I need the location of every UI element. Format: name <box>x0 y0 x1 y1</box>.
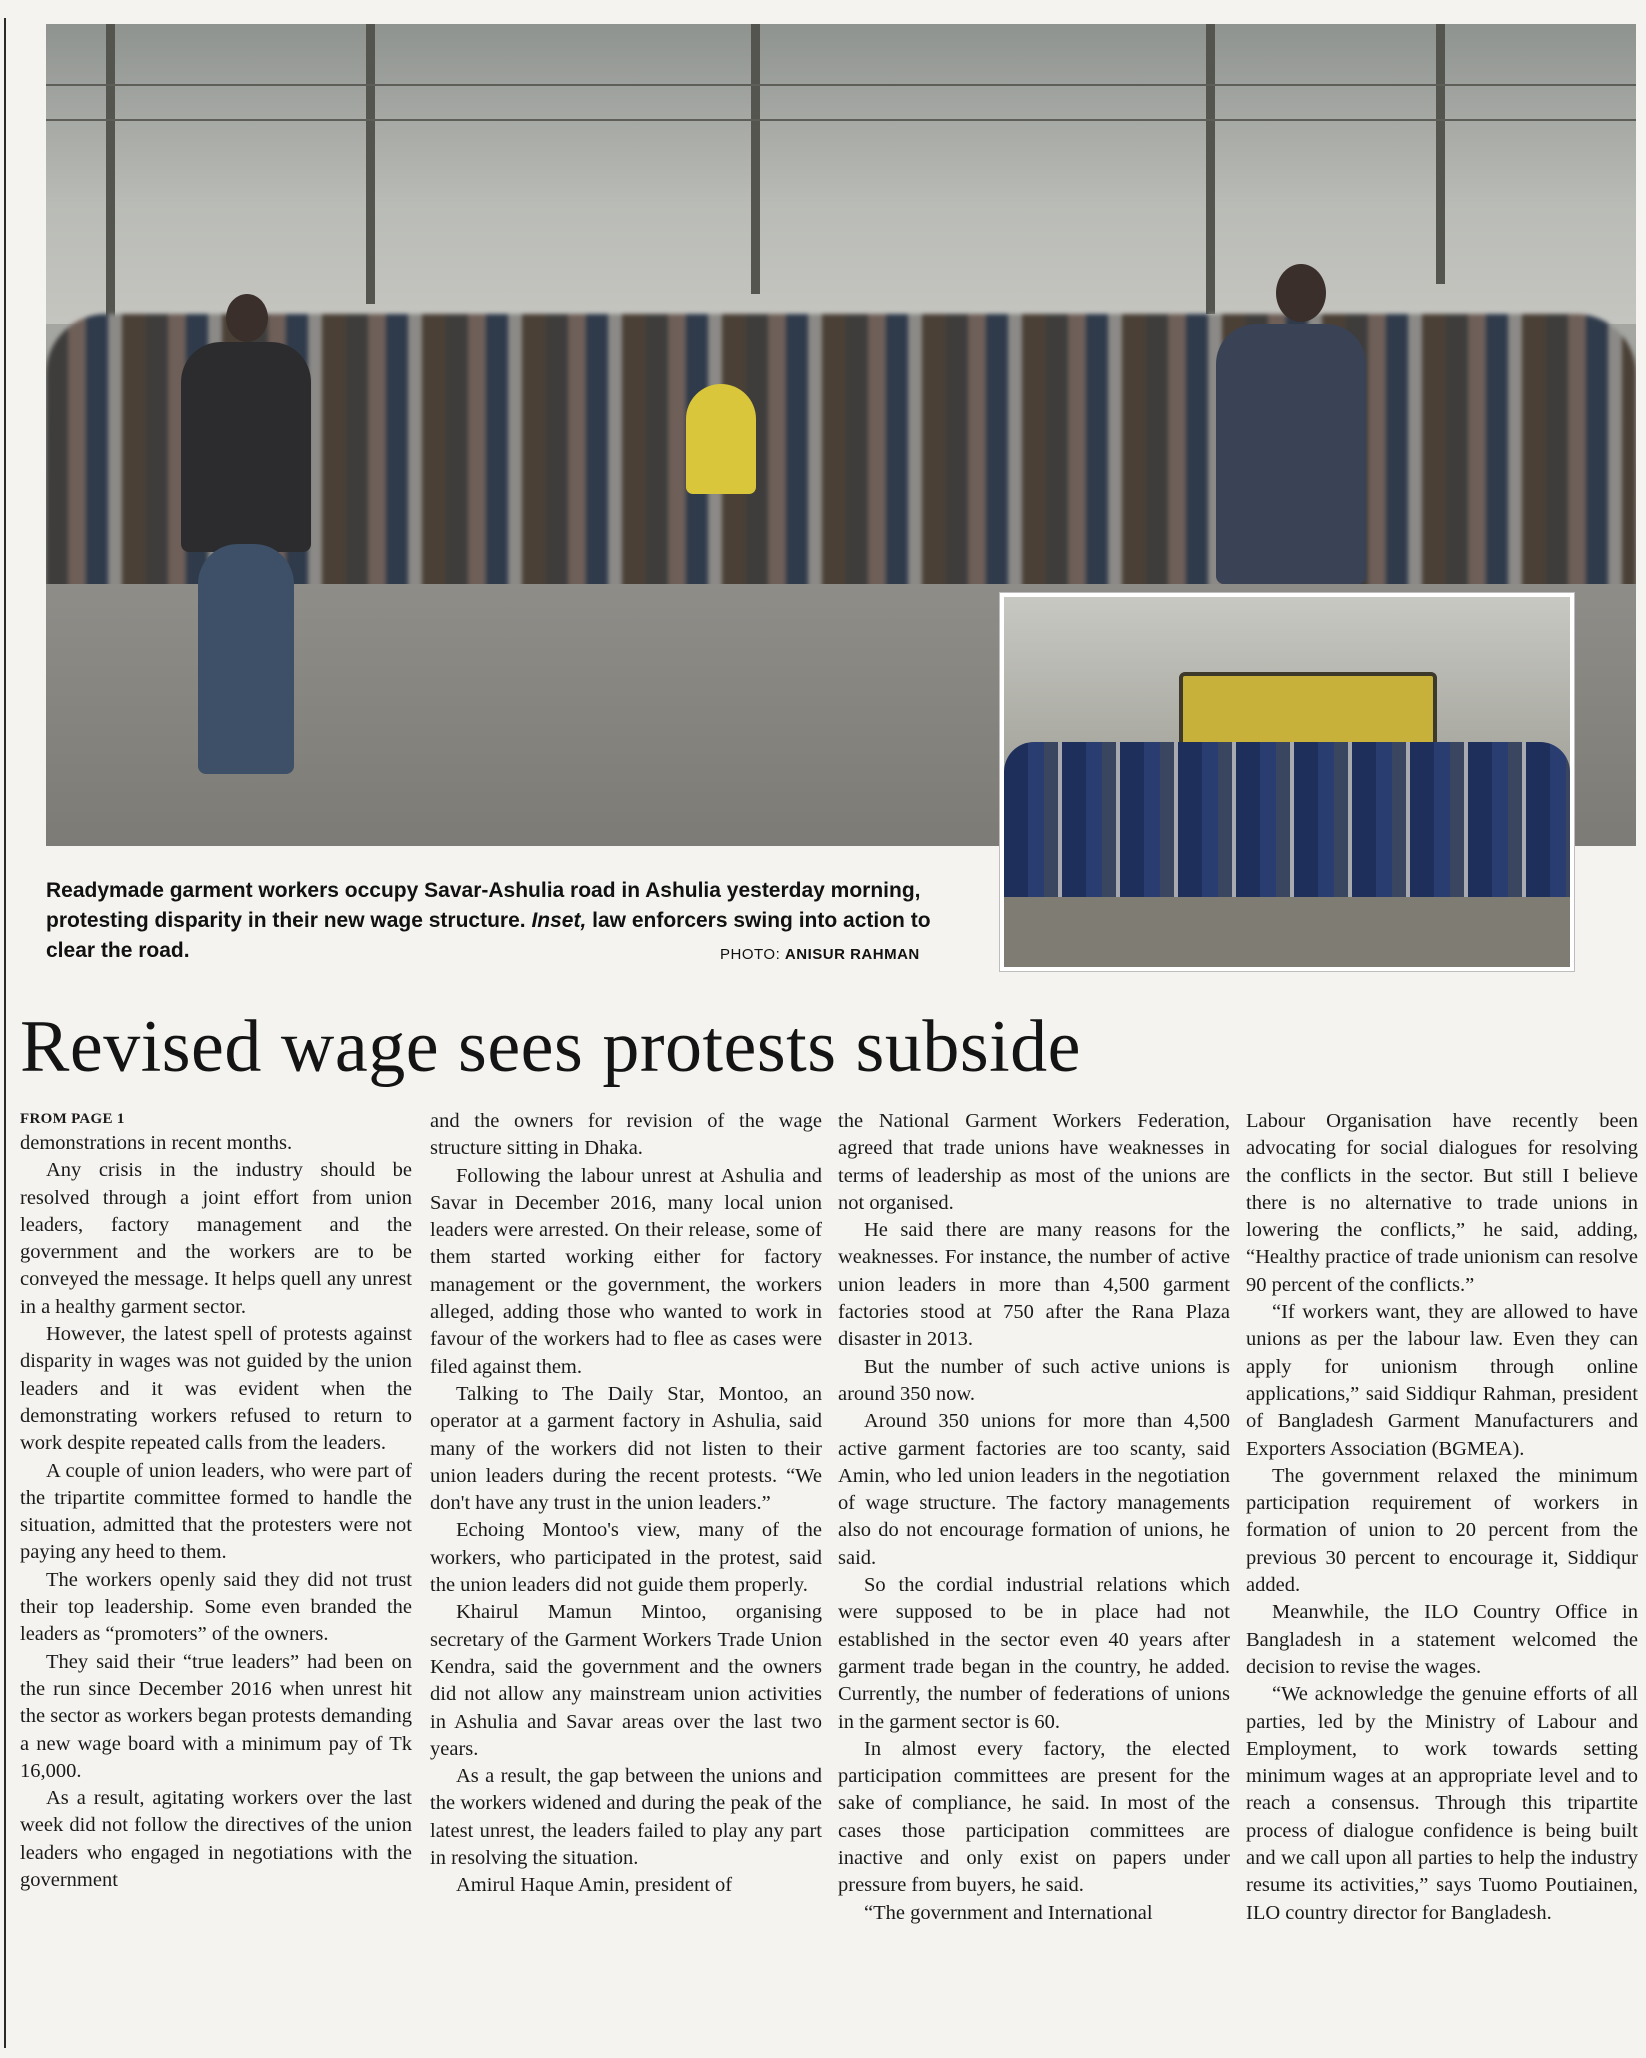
utility-pole <box>106 24 115 324</box>
from-page-label: FROM PAGE 1 <box>20 1111 125 1127</box>
caption-inset-word: Inset, <box>531 909 587 932</box>
paragraph: The workers openly said they did not trust their top leadership. Some even branded the leaders as “promoters” of the owners. <box>20 1568 412 1646</box>
paragraph: Meanwhile, the ILO Country Office in Bangladesh in a statement welcomed the decision to revise the wages. <box>1246 1601 1638 1678</box>
credit-label: PHOTO: <box>720 946 781 963</box>
paragraph: The government relaxed the minimum participation requirement of workers in formation of union to 20 percent from the previous 30 percent to encourage it, Siddiqur added. <box>1246 1464 1638 1597</box>
person <box>226 294 268 342</box>
paragraph: Echoing Montoo's view, many of the workers, who participated in the protest, said the union leaders did not guide them properly. <box>430 1519 822 1597</box>
photo-sky <box>46 24 1636 324</box>
paragraph: “If workers want, they are allowed to have unions as per the labour law. Even they can apply for unionism through online applications,” said Siddiqur Rahman, president of Bangladesh Garment Manufacturers and Exporters Association (BGMEA). <box>1246 1301 1638 1460</box>
paragraph: As a result, the gap between the unions and the workers widened and during the peak of the latest unrest, the leaders failed to play any part in resolving the situation. <box>430 1765 822 1870</box>
person <box>198 544 294 774</box>
utility-pole <box>366 24 375 304</box>
paragraph: He said there are many reasons for the weaknesses. For instance, the number of active union leaders in more than 4,500 garment factories stood at 750 after the Rana Plaza disaster in 2013. <box>838 1219 1230 1351</box>
person <box>1216 324 1366 584</box>
headline: Revised wage sees protests subside <box>20 1006 1082 1088</box>
paragraph: As a result, agitating workers over the last week did not follow the directives of the union leaders who engaged in negotiations with the government <box>20 1787 412 1892</box>
paragraph: A couple of union leaders, who were part of the tripartite committee formed to handle the situation, admitted that the protesters were not paying any heed to them. <box>20 1459 412 1564</box>
paragraph: Amirul Haque Amin, president of <box>456 1874 733 1897</box>
person <box>181 342 311 552</box>
person <box>1276 264 1326 322</box>
paragraph: and the owners for revision of the wage structure sitting in Dhaka. <box>430 1110 822 1160</box>
inset-photo <box>1000 593 1574 971</box>
police-line <box>1004 742 1570 912</box>
paragraph: Talking to The Daily Star, Montoo, an operator at a garment factory in Ashulia, said many of the workers did not listen to their union leaders during the recent protests. “We don't have any trust in the union leaders.” <box>430 1382 822 1515</box>
paragraph: But the number of such active unions is around 350 now. <box>838 1355 1230 1405</box>
paragraph: So the cordial industrial relations which were supposed to be in place had not established in the sector even 40 years after garment trade began in the country, he added. Currently, the number of federations of unions in the garment sector is 60. <box>838 1574 1230 1733</box>
paragraph: the National Garment Workers Federation, agreed that trade unions have weaknesses in terms of leadership as most of the unions are not organised. <box>838 1110 1230 1214</box>
power-wire <box>46 84 1636 86</box>
photo-credit <box>720 946 920 963</box>
paragraph: In almost every factory, the elected participation committees are present for the sake of compliance, he said. In most of the cases those participation committees are inactive and only exist on papers under pressure from buyers, he said. <box>838 1737 1230 1897</box>
paragraph: However, the latest spell of protests against disparity in wages was not guided by the union leaders and it was evident when the demonstrating workers refused to return to work despite repeated calls from the leaders. <box>20 1323 412 1455</box>
column-rule <box>4 18 6 2048</box>
paragraph: “We acknowledge the genuine efforts of all parties, led by the Ministry of Labour and Employment, to work towards setting minimum wages at an appropriate level and to reach a consensus. Through this tripartite process of dialogue confidence is being built and we call upon all parties to help the industry resume its activities,” says Tuomo Poutiainen, ILO country director for Bangladesh. <box>1246 1683 1638 1924</box>
paragraph: Khairul Mamun Mintoo, organising secretary of the Garment Workers Trade Union Kendra, said the government and the owners did not allow any mainstream union activities in Ashulia and Savar areas over the last two years. <box>430 1601 822 1760</box>
utility-pole <box>1206 24 1215 314</box>
paragraph: demonstrations in recent months. <box>20 1132 293 1154</box>
paragraph: Around 350 unions for more than 4,500 active garment factories are too scanty, said Amin, who led union leaders in the negotiation of wage structure. The factory managements also do not encourage formation of unions, he said. <box>838 1410 1230 1569</box>
credit-name: ANISUR RAHMAN <box>784 946 920 963</box>
paragraph: Any crisis in the industry should be resolved through a joint effort from union leaders, factory management and the government and the workers are to be conveyed the message. It helps quell any unrest in a healthy garment sector. <box>20 1159 412 1318</box>
person <box>686 384 756 494</box>
paragraph: Labour Organisation have recently been advocating for social dialogues for resolving the conflicts in the sector. But still I believe there is no alternative to trade unions in lowering the conflicts,” he said, adding, “Healthy practice of trade unionism can resolve 90 percent of the conflicts.” <box>1246 1110 1638 1296</box>
utility-pole <box>1436 24 1445 284</box>
article-column-3 <box>838 1108 1230 1927</box>
article-column-1 <box>20 1108 412 1894</box>
caption-text: law enforcers swing into action to clear the road. <box>46 909 931 962</box>
paragraph: They said their “true leaders” had been on the run since December 2016 when unrest hit the sector as workers began protests demanding a new wage board with a minimum pay of Tk 16,000. <box>20 1650 412 1782</box>
article-column-4 <box>1246 1108 1638 1927</box>
article-column-2 <box>430 1108 822 1900</box>
paragraph: Following the labour unrest at Ashulia and Savar in December 2016, many local union leaders were arrested. On their release, some of them started working either for factory management or the government, the workers alleged, adding those who wanted to work in favour of the workers had to flee as cases were filed against them. <box>430 1164 822 1378</box>
paragraph: “The government and International <box>864 1901 1153 1924</box>
caption-text: Readymade garment workers occupy Savar-Ashulia road in Ashulia yesterday morning, protesting disparity in their new wage structure. <box>46 879 921 932</box>
power-wire <box>46 119 1636 121</box>
road <box>1004 897 1570 967</box>
utility-pole <box>751 24 760 294</box>
